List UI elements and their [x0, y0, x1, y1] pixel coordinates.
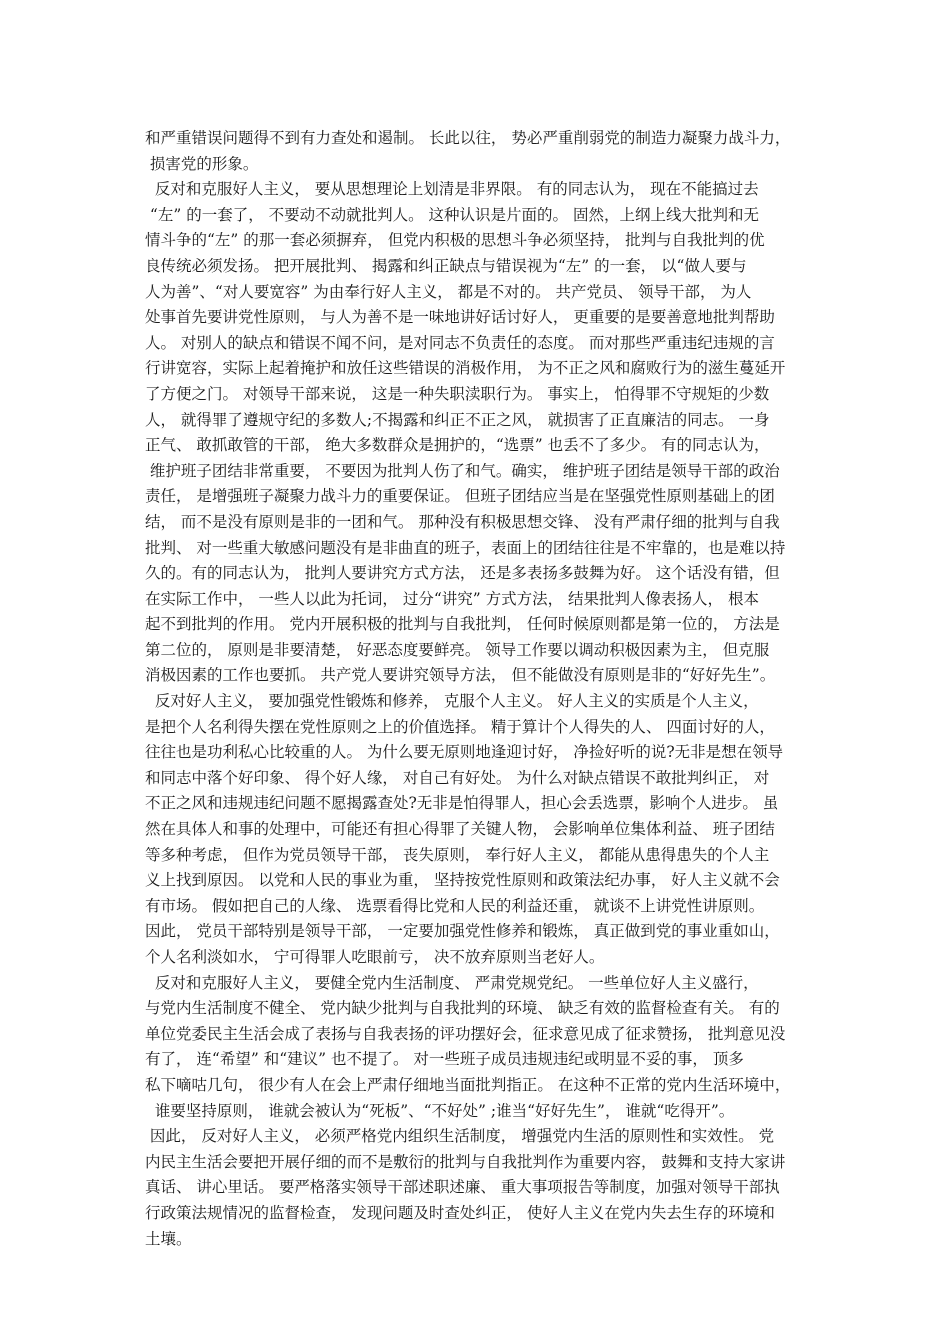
text-line: 等多种考虑， 但作为党员领导干部， 丧失原则， 奉行好人主义， 都能从患得患失的个人主: [145, 845, 770, 864]
text-line: 情斗争的“左” 的那一套必须摒弃， 但党内积极的思想斗争必须坚持， 批判与自我批判的优: [145, 231, 765, 250]
text-line: 第二位的， 原则是非要清楚， 好恶态度要鲜亮。 领导工作要以调动积极因素为主， 但克服: [145, 640, 770, 659]
text-line: 与党内生活制度不健全、 党内缺少批判与自我批判的环境、 缺乏有效的监督检查有关。 有的: [145, 999, 780, 1018]
text-line: 行讲宽容，实际上起着掩护和放任这些错误的消极作用， 为不正之风和腐败行为的滋生蔓延开: [145, 359, 786, 378]
text-line: 和同志中落个好印象、 得个好人缘， 对自己有好处。 为什么对缺点错误不敢批判纠正， 对: [145, 768, 770, 787]
text-line: 处事首先要讲党性原则， 与人为善不是一味地讲好话讨好人， 更重要的是要善意地批判帮助: [145, 308, 775, 327]
text-line: 是把个人名利得失摆在党性原则之上的价值选择。 精于算计个人得失的人、 四面讨好的人，: [145, 717, 775, 736]
text-line: 和严重错误问题得不到有力查处和遏制。 长此以往， 势必严重削弱党的制造力凝聚力战斗力，: [145, 129, 791, 147]
text-line: 反对好人主义， 要加强党性锻炼和修养， 克服个人主义。 好人主义的实质是个人主义，: [145, 692, 759, 711]
text-line: 结， 而不是没有原则是非的一团和气。 那种没有积极思想交锋、 没有严肃仔细的批判与自我: [145, 512, 780, 531]
text-line: 反对和克服好人主义， 要健全党内生活制度、 严肃党规党纪。 一些单位好人主义盛行，: [145, 973, 759, 992]
text-line: 私下嘀咕几句， 很少有人在会上严肃仔细地当面批判指正。 在这种不正常的党内生活环境中，: [145, 1075, 791, 1094]
text-line: 维护班子团结非常重要， 不要因为批判人伤了和气。确实， 维护班子团结是领导干部的政治: [145, 461, 780, 480]
text-line: 起不到批判的作用。 党内开展积极的批判与自我批判， 任何时候原则都是第一位的， 方法是: [145, 615, 780, 634]
text-line: 责任， 是增强班子凝聚力战斗力的重要保证。 但班子团结应当是在坚强党性原则基础上的团: [145, 487, 775, 506]
text-line: “左” 的一套了， 不要动不动就批判人。 这种认识是片面的。 固然，上纲上线大批判和无: [145, 205, 759, 224]
text-line: 内民主生活会要把开展仔细的而不是敷衍的批判与自我批判作为重要内容， 鼓舞和支持大家讲: [145, 1152, 786, 1171]
text-line: 单位党委民主生活会成了表扬与自我表扬的评功摆好会，征求意见成了征求赞扬， 批判意见没: [145, 1024, 786, 1043]
text-line: 因此， 反对好人主义， 必须严格党内组织生活制度， 增强党内生活的原则性和实效性。 党: [145, 1127, 775, 1146]
text-line: 了方便之门。 对领导干部来说， 这是一种失职渎职行为。 事实上， 怕得罪不守规矩的少数: [145, 384, 770, 403]
text-line: 往往也是功利私心比较重的人。 为什么要无原则地逢迎讨好， 净捡好听的说?无非是想在领导: [145, 743, 784, 762]
text-line: 个人名利淡如水， 宁可得罪人吃眼前亏， 决不放弃原则当老好人。: [145, 948, 605, 966]
text-line: 行政策法规情况的监督检查， 发现问题及时查处纠正， 使好人主义在党内失去生存的环境和: [145, 1203, 775, 1222]
text-line: 有市场。 假如把自己的人缘、 选票看得比党和人民的利益还重， 就谈不上讲党性讲原则。: [145, 896, 765, 915]
text-line: 良传统必须发扬。 把开展批判、 揭露和纠正缺点与错误视为“左” 的一套， 以“做人要与: [145, 256, 747, 275]
text-line: 然在具体人和事的处理中，可能还有担心得罪了关键人物， 会影响单位集体利益、 班子团结: [145, 820, 775, 839]
text-line: 反对和克服好人主义， 要从思想理论上划清是非界限。 有的同志认为， 现在不能搞过去: [145, 180, 759, 199]
text-line: 正气、 敢抓敢管的干部， 绝大多数群众是拥护的，“选票” 也丢不了多少。 有的同志认为，: [145, 436, 770, 455]
body-text: [145, 126, 825, 1252]
text-line: 损害党的形象。: [145, 154, 259, 173]
text-line: 消极因素的工作也要抓。 共产党人要讲究领导方法， 但不能做没有原则是非的“好好先生”。: [145, 666, 776, 685]
text-line: 义上找到原因。 以党和人民的事业为重， 坚持按党性原则和政策法纪办事， 好人主义就不会: [145, 871, 780, 890]
text-line: 因此， 党员干部特别是领导干部， 一定要加强党性修养和锻炼， 真正做到党的事业重如山，: [145, 922, 780, 941]
text-line: 人， 就得罪了遵规守纪的多数人;不揭露和纠正不正之风， 就损害了正直廉洁的同志。 一身: [145, 410, 770, 429]
text-line: 在实际工作中， 一些人以此为托词， 过分“讲究” 方式方法， 结果批判人像表扬人， 根本: [145, 589, 759, 608]
text-line: 人。 对别人的缺点和错误不闻不问，是对同志不负责任的态度。 而对那些严重违纪违规的言: [145, 333, 775, 352]
text-line: 有了， 连“希望” 和“建议” 也不提了。 对一些班子成员违规违纪或明显不妥的事， 顶多: [145, 1050, 744, 1069]
text-line: 土壤。: [145, 1229, 192, 1248]
text-line: 人为善”、“对人要宽容” 为由奉行好人主义， 都是不对的。 共产党员、 领导干部， 为人: [145, 282, 752, 301]
text-line: 不正之风和违规违纪问题不愿揭露查处?无非是怕得罪人，担心会丢选票，影响个人进步。 虽: [145, 794, 779, 813]
text-line: 谁要坚持原则， 谁就会被认为“死板”、“不好处” ;谁当“好好先生”， 谁就“吃得开”。: [145, 1101, 735, 1120]
text-line: 真话、 讲心里话。 要严格落实领导干部述职述廉、 重大事项报告等制度，加强对领导干部执: [145, 1178, 780, 1197]
text-line: 久的。有的同志认为， 批判人要讲究方式方法， 还是多表扬多鼓舞为好。 这个话没有错，但: [145, 564, 780, 583]
text-line: 批判、 对一些重大敏感问题没有是非曲直的班子，表面上的团结往往是不牢靠的，也是难以持: [145, 538, 786, 557]
